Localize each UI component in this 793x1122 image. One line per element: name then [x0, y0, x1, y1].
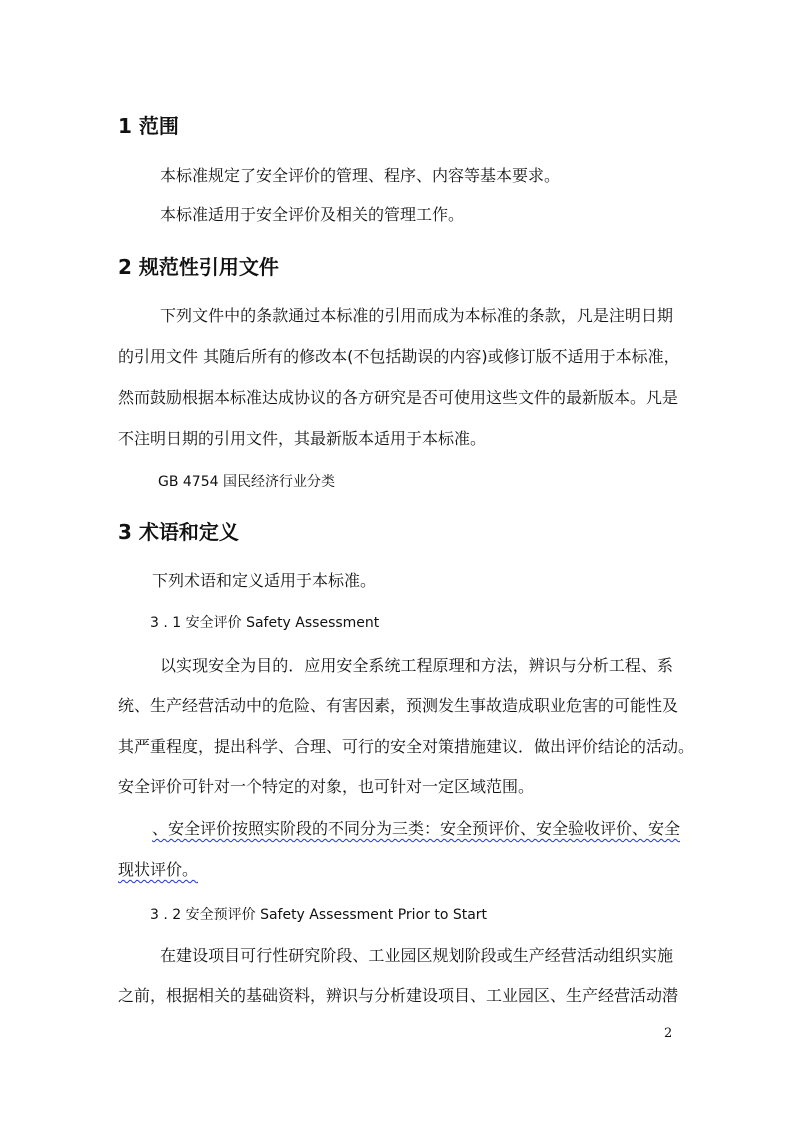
paragraph-line: 以实现安全为目的．应用安全系统工程原理和方法，辨识与分析工程、系 [160, 656, 673, 675]
paragraph-line: 不注明日期的引用文件，其最新版本适用于本标准。 [118, 429, 487, 448]
paragraph-line: 本标准适用于安全评价及相关的管理工作。 [160, 205, 465, 224]
section-heading-references: 2 规范性引用文件 [118, 255, 279, 279]
paragraph-line: 本标准规定了安全评价的管理、程序、内容等基本要求。 [160, 166, 561, 185]
paragraph-line: 下列术语和定义适用于本标准。 [152, 571, 377, 590]
paragraph-line: 其严重程度，提出科学、合理、可行的安全对策措施建议．做出评价结论的活动。 [118, 737, 695, 756]
term-heading: 3 . 1 安全评价 Safety Assessment [150, 615, 380, 631]
section-heading-scope: 1 范围 [118, 114, 179, 138]
spellcheck-flagged-line: 、安全评价按照实阶段的不同分为三类：安全预评价、安全验收评价、安全 [152, 819, 681, 838]
paragraph-line: 之前，根据相关的基础资料，辨识与分析建设项目、工业园区、生产经营活动潜 [118, 986, 679, 1005]
page-number: 2 [664, 1026, 673, 1041]
paragraph-line: 的引用文件 其随后所有的修改本(不包括勘误的内容)或修订版不适用于本标准， [118, 347, 680, 366]
paragraph-line: 统、生产经营活动中的危险、有害因素，预测发生事故造成职业危害的可能性及 [118, 696, 679, 715]
term-heading: 3 . 2 安全预评价 Safety Assessment Prior to Start [150, 907, 488, 923]
section-heading-terms: 3 术语和定义 [118, 520, 239, 544]
paragraph-line: 在建设项目可行性研究阶段、工业园区规划阶段或生产经营活动组织实施 [160, 946, 673, 965]
spellcheck-flagged-line: 现状评价。 [118, 860, 199, 879]
paragraph-line: 安全评价可针对一个特定的对象，也可针对一定区域范围。 [118, 777, 535, 796]
paragraph-line: 然而鼓励根据本标准达成协议的各方研究是否可使用这些文件的最新版本。凡是 [118, 388, 679, 407]
paragraph-line: 下列文件中的条款通过本标准的引用而成为本标准的条款，凡是注明日期 [160, 306, 673, 325]
reference-item: GB 4754 国民经济行业分类 [158, 474, 335, 490]
